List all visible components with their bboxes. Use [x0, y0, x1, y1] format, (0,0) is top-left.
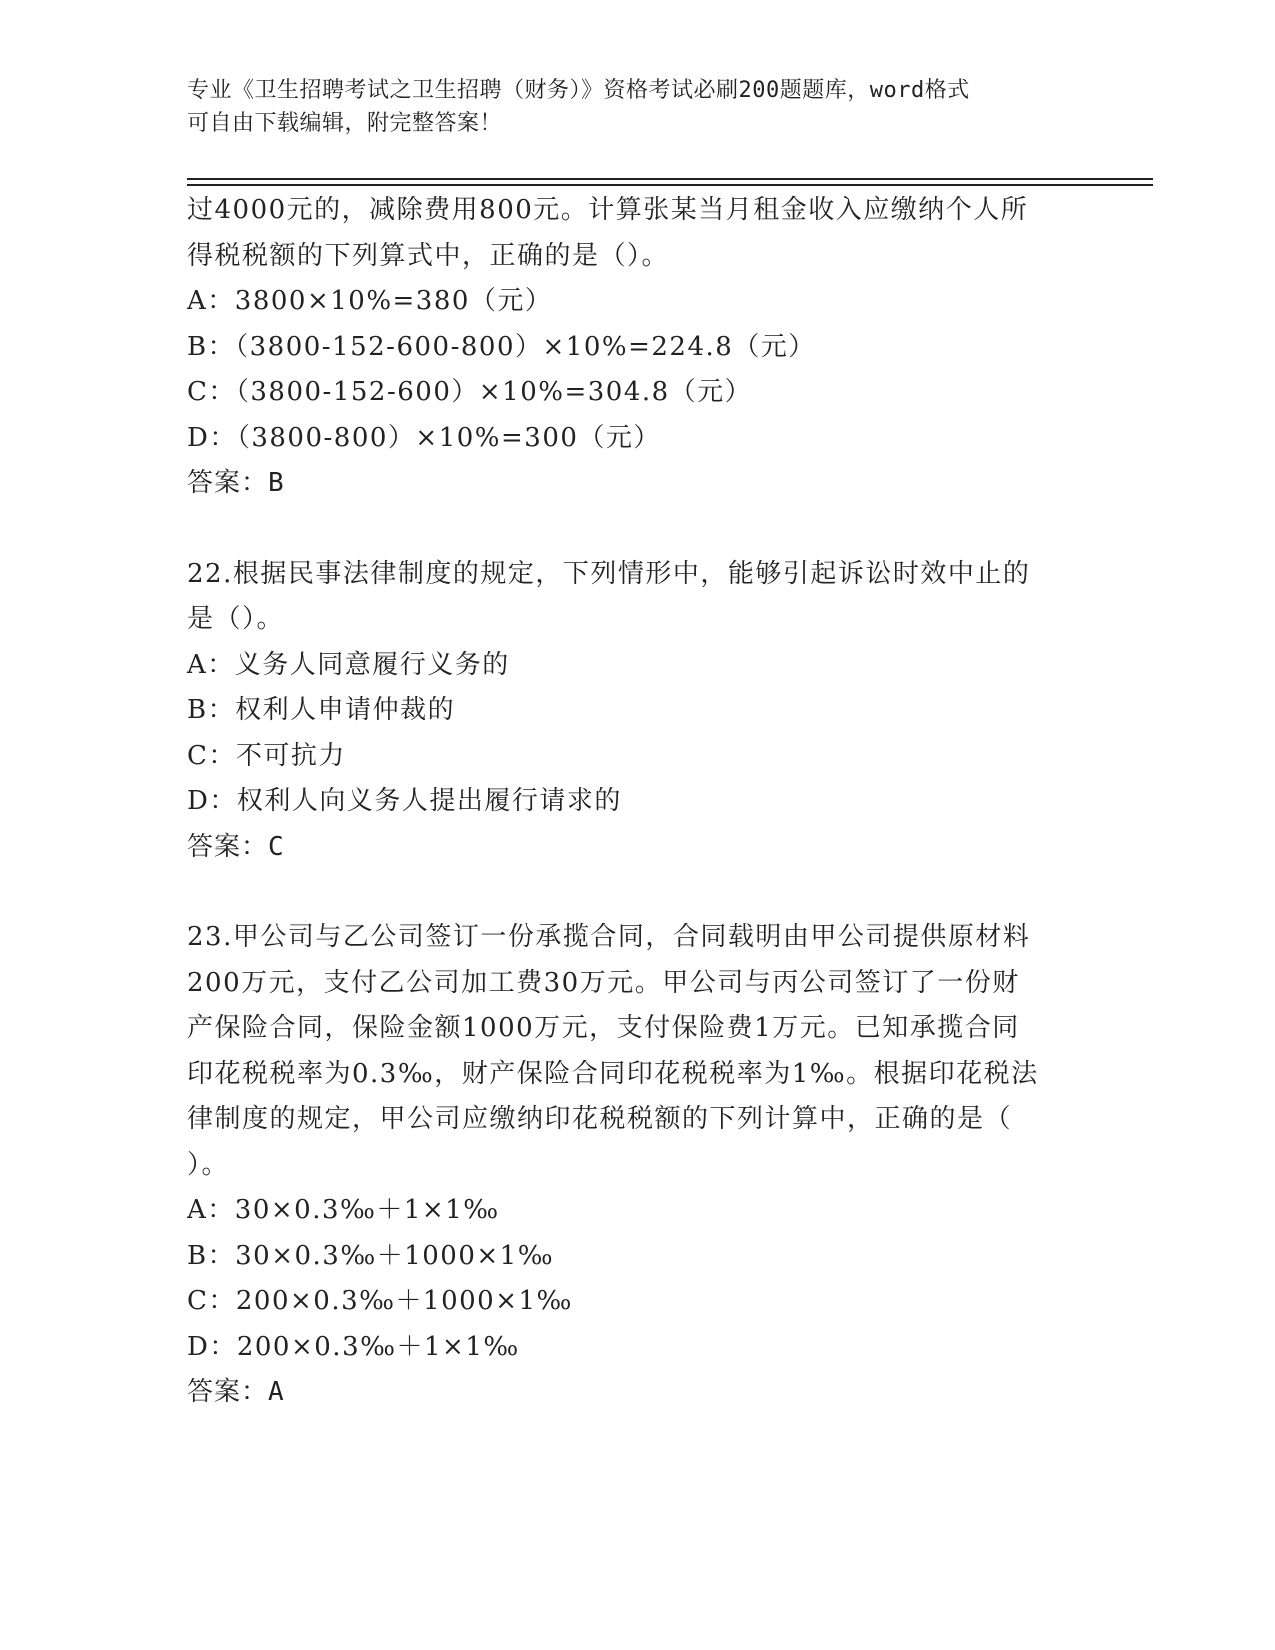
option-d: D：200×0.3‰＋1×1‰	[187, 1331, 520, 1362]
question-text-line: 过4000元的，减除费用800元。计算张某当月租金收入应缴纳个人所	[187, 195, 1029, 225]
question-text-line: ）。	[187, 1149, 230, 1180]
question-text-line: 22.根据民事法律制度的规定，下列情形中，能够引起诉讼时效中止的	[187, 558, 1031, 589]
question-text-line: 得税税额的下列算式中，正确的是（）。	[187, 240, 670, 271]
question-text-line: 200万元，支付乙公司加工费30万元。甲公司与丙公司签订了一份财	[187, 967, 1020, 998]
option-b: B：30×0.3‰＋1000×1‰	[187, 1240, 555, 1271]
question-text-line: 印花税税率为0.3‰，财产保险合同印花税税率为1‰。根据印花税法	[187, 1058, 1039, 1089]
option-d: D：权利人向义务人提出履行请求的	[187, 786, 622, 816]
option-a: A：3800×10%=380（元）	[187, 286, 553, 316]
answer-label: 答案：B	[187, 468, 285, 498]
question-text-line: 律制度的规定，甲公司应缴纳印花税税额的下列计算中，正确的是（	[187, 1104, 1013, 1134]
spacer	[187, 870, 1087, 915]
question-21-continuation	[187, 188, 1087, 507]
document-header	[187, 74, 1067, 140]
header-line-1: 专业《卫生招聘考试之卫生招聘（财务）》资格考试必刷200题题库，word格式	[187, 78, 970, 103]
header-divider-bottom	[187, 184, 1153, 186]
question-text-line: 是（）。	[187, 604, 285, 634]
spacer	[187, 507, 1087, 552]
option-a: A：30×0.3‰＋1×1‰	[187, 1195, 500, 1225]
header-divider-top	[187, 178, 1153, 180]
option-c: C：（3800-152-600）×10%=304.8（元）	[187, 377, 753, 407]
option-c: C：不可抗力	[187, 740, 346, 771]
option-d: D：（3800-800）×10%=300（元）	[187, 422, 661, 453]
header-line-2: 可自由下载编辑，附完整答案！	[187, 111, 503, 136]
answer-label: 答案：C	[187, 831, 285, 862]
answer-label: 答案：A	[187, 1377, 285, 1407]
question-23	[187, 915, 1087, 1416]
option-c: C：200×0.3‰＋1000×1‰	[187, 1286, 573, 1316]
option-b: B：（3800-152-600-800）×10%=224.8（元）	[187, 331, 816, 362]
question-text-line: 23.甲公司与乙公司签订一份承揽合同，合同载明由甲公司提供原材料	[187, 922, 1031, 952]
option-a: A：义务人同意履行义务的	[187, 649, 510, 680]
question-text-line: 产保险合同，保险金额1000万元，支付保险费1万元。已知承揽合同	[187, 1013, 1020, 1043]
option-b: B：权利人申请仲裁的	[187, 695, 456, 725]
document-body	[187, 188, 1087, 1416]
question-22	[187, 552, 1087, 871]
